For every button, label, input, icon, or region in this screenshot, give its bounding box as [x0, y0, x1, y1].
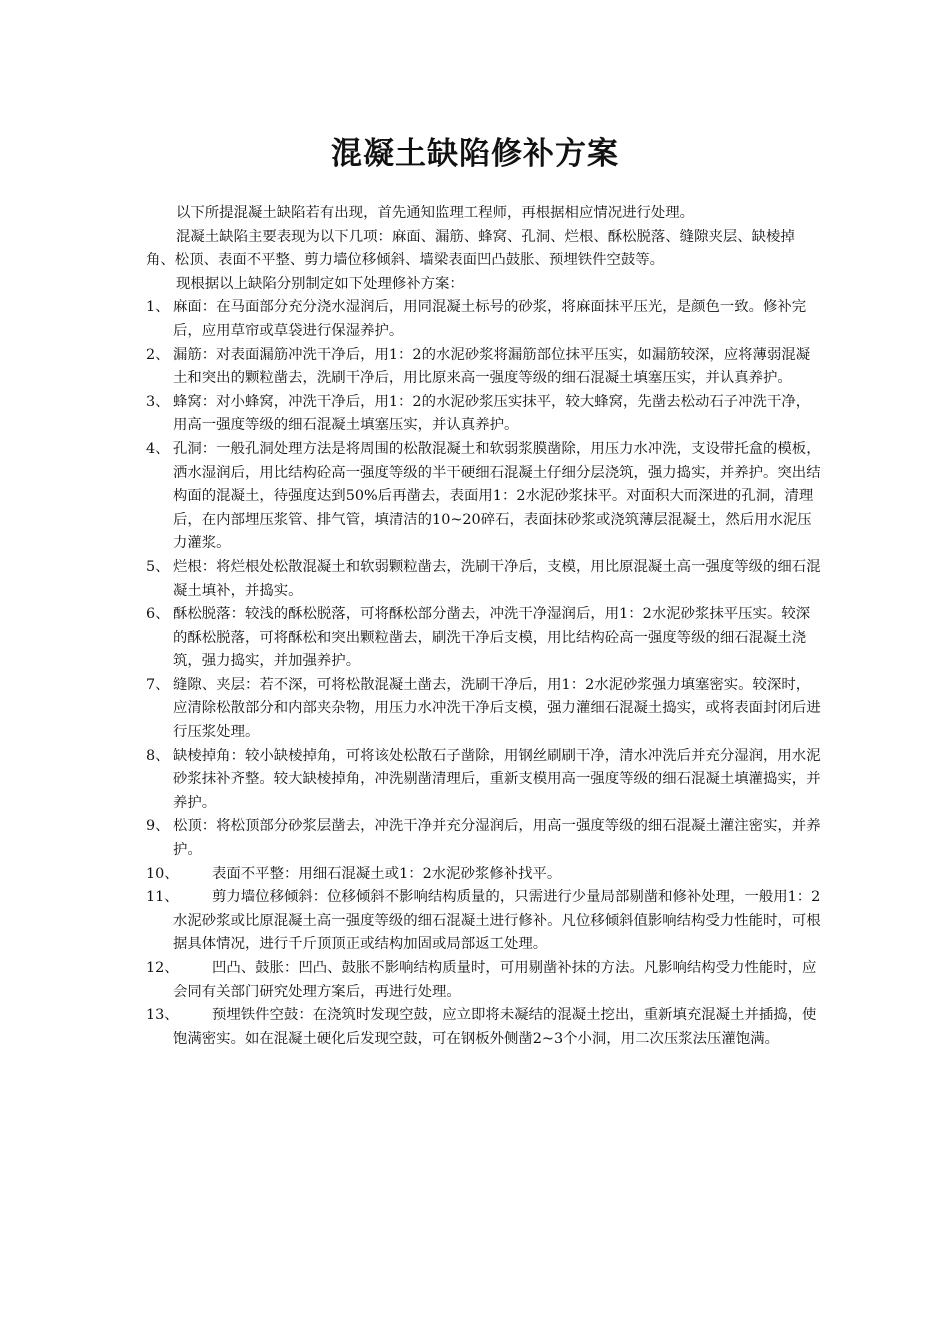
item-number: 11、 [146, 889, 179, 906]
item-number: 1、 [146, 299, 170, 316]
list-item [146, 391, 822, 438]
item-number: 12、 [146, 960, 179, 976]
item-text: 麻面：在马面部分充分浇水湿润后，用同混凝土标号的砂浆，将麻面抹平压光，是颜色一致。修补完后，应用草帘或草袋进行保湿养护。 [173, 299, 807, 339]
item-number: 4、 [146, 440, 170, 457]
item-text: 剪力墙位移倾斜：位移倾斜不影响结构质量的，只需进行少量局部剔凿和修补处理，一般用1：2水泥砂浆或比原混凝土高一强度等级的细石混凝土进行修补。凡位移倾斜值影响结构受力性能时，可根据具体情况，进行千斤顶顶正或结构加固或局部返工处理。 [173, 889, 821, 953]
item-text: 孔洞：一般孔洞处理方法是将周围的松散混凝土和软弱浆膜凿除，用压力水冲洗，支设带托盒的模板，洒水湿润后，用比结构砼高一强度等级的半干硬细石混凝土仔细分层浇筑，强力捣实，并养护。突出结构面的混凝土，待强度达到50%后再凿去，表面用1：2水泥砂浆抹平。对面积大而深进的孔洞，清理后，在内部埋压浆管、排气管，填清洁的10~20碎石，表面抹砂浆或浇筑薄层混凝土，然后用水泥压力灌浆。 [173, 440, 821, 552]
list-item [146, 296, 822, 343]
intro-paragraph: 以下所提混凝土缺陷若有出现，首先通知监理工程师，再根据相应情况进行处理。 [176, 205, 695, 221]
item-number: 8、 [146, 747, 170, 764]
item-text: 烂根：将烂根处松散混凝土和软弱颗粒凿去，洗刷干净后，支模，用比原混凝土高一强度等级的细石混凝土填补，并捣实。 [173, 558, 821, 599]
item-number: 7、 [146, 676, 170, 693]
list-item [146, 344, 822, 391]
item-text: 漏筋：对表面漏筋冲洗干净后，用1：2的水泥砂浆将漏筋部位抹平压实，如漏筋较深，应将薄弱混凝土和突出的颗粒凿去，洗刷干净后，用比原来高一强度等级的细石混凝土填塞压实，并认真养护。 [173, 346, 811, 387]
list-item [146, 603, 822, 674]
plan-intro-paragraph: 现根据以上缺陷分别制定如下处理修补方案： [176, 275, 464, 292]
item-text: 松顶：将松顶部分砂浆层凿去，冲洗干净并充分湿润后，用高一强度等级的细石混凝土灌注密实，并养护。 [173, 818, 821, 859]
item-text: 缝隙、夹层：若不深，可将松散混凝土凿去，洗刷干净后，用1：2水泥砂浆强力填塞密实。较深时，应清除松散部分和内部夹杂物，用压力水冲洗干净后支模，强力灌细石混凝土捣实，或将表面封闭后进行压浆处理。 [173, 676, 821, 741]
item-text: 酥松脱落：较浅的酥松脱落，可将酥松部分凿去，冲洗干净湿润后，用1：2水泥砂浆抹平压实。较深的酥松脱落，可将酥松和突出颗粒凿去，刷洗干净后支模，用比结构砼高一强度等级的细石混凝土浇筑，强力捣实，并加强养护。 [173, 606, 811, 670]
item-number: 3、 [146, 393, 170, 410]
summary-paragraph: 混凝土缺陷主要表现为以下几项：麻面、漏筋、蜂窝、孔洞、烂根、酥松脱落、缝隙夹层、缺棱掉角、松顶、表面不平整、剪力墙位移倾斜、墙梁表面凹凸鼓胀、预埋铁件空鼓等。 [146, 228, 795, 269]
item-number: 9、 [146, 818, 170, 835]
document-title: 混凝土缺陷修补方案 [331, 136, 619, 172]
list-item [146, 957, 822, 1004]
item-number: 5、 [146, 558, 170, 575]
item-number: 13、 [146, 1007, 179, 1024]
list-item [146, 556, 822, 603]
list-item [146, 674, 822, 745]
item-text: 预埋铁件空鼓：在浇筑时发现空鼓，应立即将未凝结的混凝土挖出，重新填充混凝土并插捣，使饱满密实。如在混凝土硬化后发现空鼓，可在钢板外侧凿2~3个小洞，用二次压浆法压灌饱满。 [173, 1007, 817, 1047]
document-body [146, 202, 822, 1051]
list-item [146, 863, 822, 887]
list-item [146, 886, 822, 957]
list-item [146, 1004, 822, 1051]
item-text: 缺棱掉角：较小缺棱掉角，可将该处松散石子凿除，用钢丝刷刷干净，清水冲洗后并充分湿润，用水泥砂浆抹补齐整。较大缺棱掉角，冲洗剔凿清理后，重新支模用高一强度等级的细石混凝土填灌捣实，并养护。 [173, 747, 821, 811]
item-text: 凹凸、鼓胀：凹凸、鼓胀不影响结构质量时，可用剔凿补抹的方法。凡影响结构受力性能时，应会同有关部门研究处理方案后，再进行处理。 [173, 960, 817, 1000]
item-number: 10、 [146, 865, 179, 882]
list-item [146, 745, 822, 816]
item-number: 6、 [146, 606, 170, 623]
list-item [146, 815, 822, 862]
list-item [146, 438, 822, 556]
repair-list [146, 296, 822, 1051]
item-number: 2、 [146, 346, 170, 363]
item-text: 表面不平整：用细石混凝土或1：2水泥砂浆修补找平。 [212, 865, 562, 882]
item-text: 蜂窝：对小蜂窝，冲洗干净后，用1：2的水泥砂浆压实抹平，较大蜂窝，先凿去松动石子冲洗干净，用高一强度等级的细石混凝土填塞压实，并认真养护。 [173, 393, 811, 434]
